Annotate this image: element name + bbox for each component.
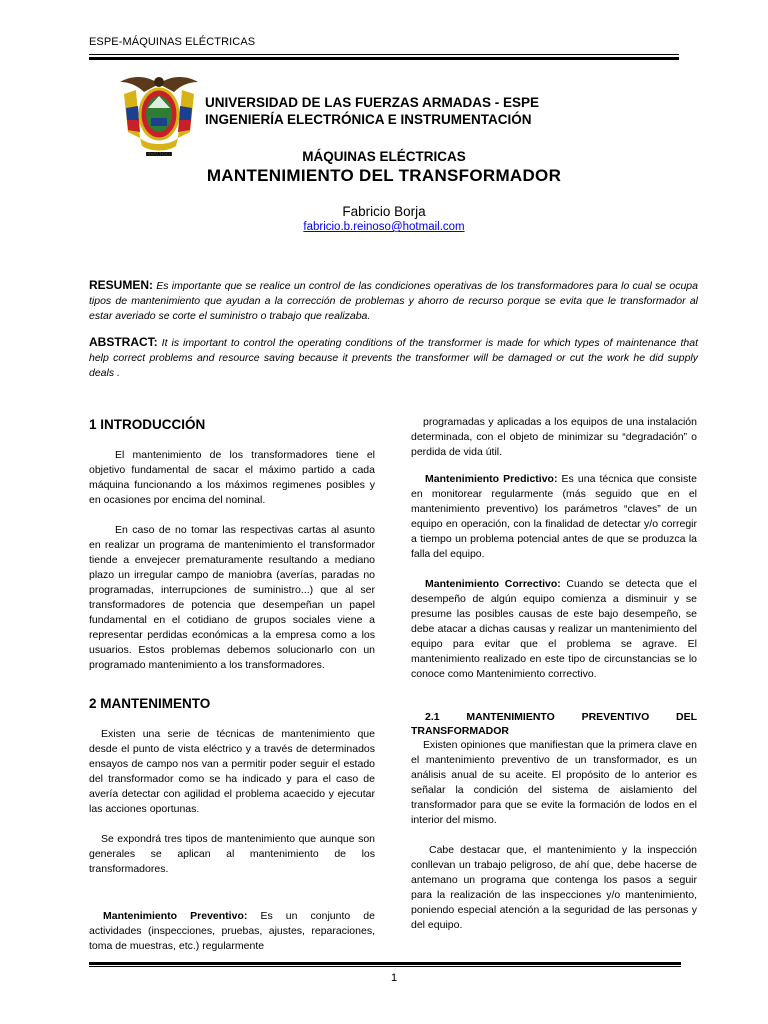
author-name: Fabricio Borja	[342, 204, 426, 219]
correctivo-paragraph	[411, 577, 697, 682]
running-header: ESPE-MÁQUINAS ELÉCTRICAS	[89, 36, 256, 48]
header-rule	[89, 54, 679, 55]
correctivo-text: Cuando se detecta que el desempeño de algún equipo comienza a disminuir y se presume las posibles causas de este bajo desempeño, se debe atacar a dichas causas y realizar un mantenimiento del equipo para evitar que el problema se agrave. El mantenimiento realizado en este tipo de circunstancias se lo conoce como Mantenimiento correctivo.	[411, 578, 697, 680]
mant-paragraph-2: Se expondrá tres tipos de mantenimiento que aunque son generales se aplican al mantenimiento de los transformadores.	[89, 833, 375, 875]
subsection-paragraph-2: Cabe destacar que, el mantenimiento y la inspección conllevan un trabajo peligroso, de ahí que, debe hacerse de antemano un programa que contenga los pasos a seguir para la realización de las inspecciones y/o mantenimiento, poniendo especial atención a la seguridad de las personas y del equipo.	[411, 844, 697, 931]
subsection-heading-2-1: 2.1 MANTENIMIENTO PREVENTIVO DEL TRANSFORMADOR	[411, 711, 697, 737]
author-email-link[interactable]: fabricio.b.reinoso@hotmail.com	[303, 221, 465, 233]
predictivo-paragraph	[411, 472, 697, 562]
subsection-paragraph-1: Existen opiniones que manifiestan que la primera clave en el mantenimiento preventivo de un transformador, es un análisis anual de su aceite. El propósito de lo anterior es señalar la condición del sistema de aislamiento del transformador para que se evite la formación de lodos en el interior del mismo.	[411, 739, 697, 826]
preventivo-text: Es un conjunto de actividades (inspecciones, pruebas, ajustes, reparaciones, toma de muestras, etc.) regularmente	[89, 910, 375, 952]
document-title: MANTENIMIENTO DEL TRANSFORMADOR	[206, 166, 562, 185]
predictivo-label: Mantenimiento Predictivo:	[425, 473, 558, 485]
footer-rule-thick	[89, 962, 681, 965]
university-name: UNIVERSIDAD DE LAS FUERZAS ARMADAS - ESPE	[205, 95, 540, 110]
intro-paragraph-2: En caso de no tomar las respectivas cartas al asunto en realizar un programa de mantenimiento el transformador tiende a envejecer prematuramente resultando a mediano plazo un irregular campo de maniobra (averías, paradas no programadas, interrupciones de suministro...) que al ser transformadores de potencia que desempeñan un papel fundamental en el cotidiano de grupos sociales viene a representar perdidas económicas a la empresa como a los usuarios. Estos problemas debemos solucionarlo con un programado mantenimiento a los transformadores.	[89, 524, 375, 671]
abstract-label: ABSTRACT:	[89, 335, 158, 349]
mant-paragraph-1: Existen una serie de técnicas de mantenimiento que desde el punto de vista eléctrico y a través de determinados ensayos de campo nos van a permitir poder seguir el estado del transformador como se ha indicado y para el caso de avería detectar con agilidad el problema acaecido y ejecutar las acciones oportunas.	[89, 728, 375, 815]
abstract-text: It is important to control the operating conditions of the transformer is made for which types of maintenance that help correct problems and resource saving because it prevents the transformer will be damaged or cut the work he did supply deals .	[89, 337, 698, 379]
crest-caption: ECUADOR	[146, 152, 172, 158]
correctivo-label: Mantenimiento Correctivo:	[425, 578, 561, 590]
resumen-block	[89, 278, 698, 324]
preventivo-continuation: programadas y aplicadas a los equipos de una instalación determinada, con el objeto de minimizar su “degradación” o perdida de vida útil.	[411, 416, 697, 458]
right-column	[411, 415, 697, 933]
author-email	[0, 221, 768, 233]
course-name: MÁQUINAS ELÉCTRICAS	[302, 149, 466, 164]
preventivo-paragraph	[89, 909, 375, 954]
section-heading-mantenimiento: 2 MANTENIMENTO	[89, 696, 211, 711]
predictivo-text: Es una técnica que consiste en monitorear regularmente (más seguido que en el mantenimiento preventivo) los parámetros “claves” de un equipo en operación, con la finalidad de detectar y/o corregir a tiempo un problema potencial antes de que se produzca la falla del equipo.	[411, 473, 698, 560]
preventivo-label: Mantenimiento Preventivo:	[103, 910, 248, 922]
left-column	[89, 417, 375, 954]
footer-rule	[89, 966, 681, 967]
abstract-block	[89, 335, 698, 381]
section-heading-introduccion: 1 INTRODUCCIÓN	[89, 417, 206, 432]
page-number: 1	[390, 972, 398, 984]
intro-paragraph-1: El mantenimiento de los transformadores tiene el objetivo fundamental de sacar el máximo partido a cada máquina funcionando a los máximos regimenes posibles y en ocasiones por encima del nominal.	[89, 449, 375, 506]
resumen-label: RESUMEN:	[89, 278, 154, 292]
resumen-text: Es importante que se realice un control de las condiciones operativas de los transformadores para lo cual se ocupa tipos de mantenimiento que ayudan a la corrección de problemas y ahorro de recurso porque se evita que le transformador al estar averiado se corte el suministro o trabajo que realizaba.	[89, 280, 698, 322]
header-rule-thick	[89, 57, 679, 60]
title-block	[205, 94, 539, 128]
department-name: INGENIERÍA ELECTRÓNICA E INSTRUMENTACIÓN	[205, 112, 532, 127]
